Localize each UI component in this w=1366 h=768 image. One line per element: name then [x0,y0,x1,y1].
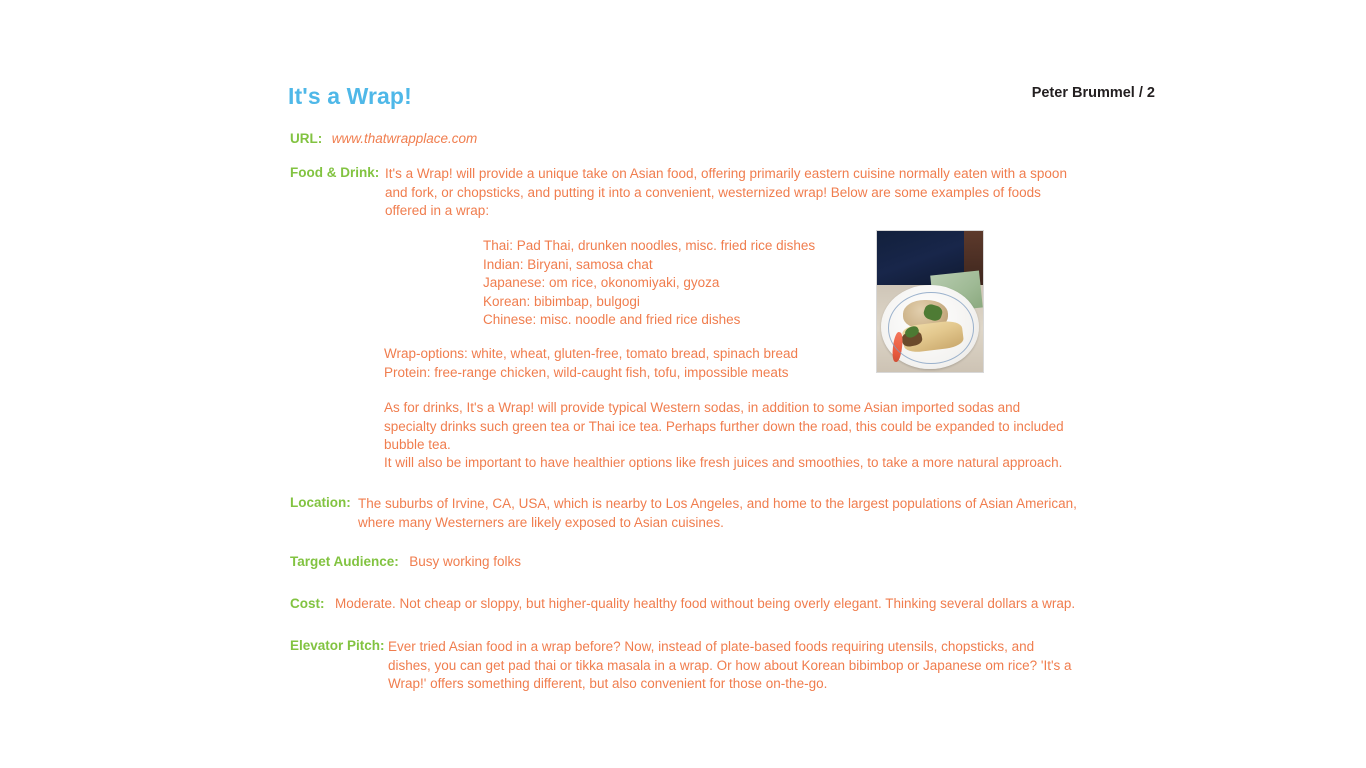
food-and-drink-intro: It's a Wrap! will provide a unique take on Asian food, offering primarily eastern cuisine normally eaten with a spoon and fork, or chopsticks, and putting it into a convenient, westernized wrap! Below are some examples of foods offered in a wrap: [385,166,1067,218]
section-location [290,495,1080,532]
elevator-pitch-label: Elevator Pitch: [290,638,385,653]
wrap-on-plate-photo [876,230,984,373]
photo-greens-upper [922,303,943,323]
target-audience-label: Target Audience: [290,554,399,569]
list-item: Protein: free-range chicken, wild-caught fish, tofu, impossible meats [384,364,789,380]
cost-value: Moderate. Not cheap or sloppy, but higher-quality healthy food without being overly elegant. Thinking several dollars a wrap. [334,596,1076,611]
location-label: Location: [290,495,351,510]
url-label: URL: [290,131,323,146]
photo-wrap-filling [901,330,923,347]
elevator-pitch-value: Ever tried Asian food in a wrap before? Now, instead of plate-based foods requiring utensils, chopsticks, and dishes, you can get pad thai or tikka masala in a wrap. Or how about Korean bibimbop or Japanese om rice? 'It's a Wrap!' offers something different, but also convenient for those on-the-go. [388,639,1072,691]
cost-label: Cost: [290,596,325,611]
target-audience-value: Busy working folks [409,554,522,569]
list-item: Korean: bibimbap, bulgogi [483,293,640,309]
section-food-and-drink [290,165,1080,221]
location-value: The suburbs of Irvine, CA, USA, which is nearby to Los Angeles, and home to the largest populations of Asian American, where many Westerners are likely exposed to Asian cuisines. [358,496,1077,530]
food-and-drink-label: Food & Drink: [290,165,380,180]
cuisine-examples-list [483,237,815,330]
section-target-audience [290,553,521,571]
list-item: Wrap-options: white, wheat, gluten-free, tomato bread, spinach bread [384,346,798,361]
section-url [290,130,477,148]
drinks-paragraph: As for drinks, It's a Wrap! will provide typical Western sodas, in addition to some Asian imported sodas and specialty drinks such green tea or Thai ice tea. Perhaps further down the road, this could be expanded to included bubble tea. [384,400,1064,452]
header-author-page: Peter Brummel / 2 [1031,85,1155,101]
list-item: Indian: Biryani, samosa chat [483,256,653,272]
list-item: Chinese: misc. noodle and fried rice dishes [483,312,741,327]
photo-plate [881,285,979,370]
url-value[interactable]: www.thatwrapplace.com [331,131,478,146]
list-item: Japanese: om rice, okonomiyaki, gyoza [483,275,720,290]
photo-carrot [891,332,903,363]
health-paragraph: It will also be important to have healthier options like fresh juices and smoothies, to take a more natural approach. [384,455,1063,470]
wrap-options-list [384,345,798,382]
photo-wrap-half-upright [903,300,948,329]
section-cost [290,595,1080,613]
photo-wrap-half-lying [901,320,964,354]
page-title: It's a Wrap! [288,83,412,109]
section-elevator-pitch [290,638,1080,694]
list-item: Thai: Pad Thai, drunken noodles, misc. fried rice dishes [483,238,816,253]
photo-greens-lower [903,324,920,339]
